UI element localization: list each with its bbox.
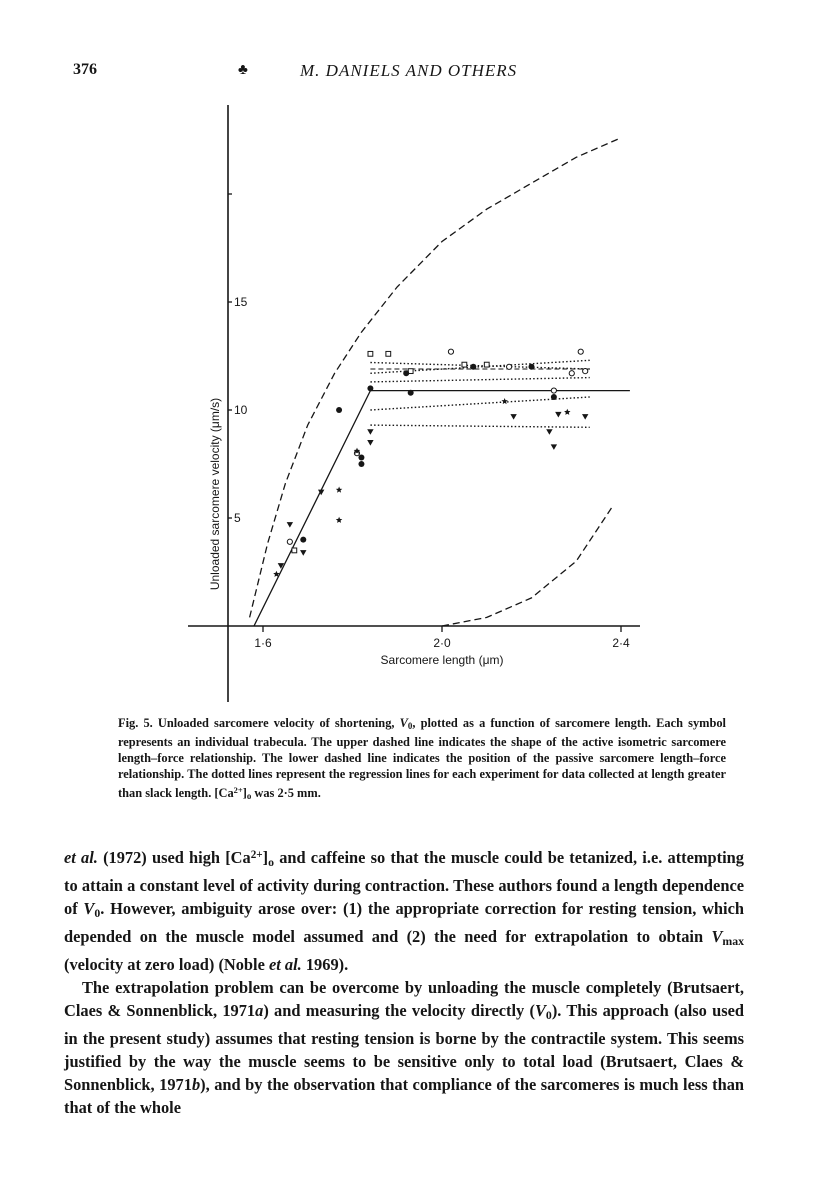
star-point: [564, 409, 570, 415]
star-point: [336, 517, 343, 523]
chart-lines: [250, 138, 630, 626]
filled-circle-point: [358, 461, 364, 467]
y-tick-label: 15: [234, 295, 248, 309]
filled-circle-point: [551, 394, 557, 400]
star-point: [501, 398, 508, 404]
paragraph-1: et al. (1972) used high $[Ca^{2+}]_o$ and caffeine so that the muscle could be tetanized, i.e. attempting to attain a constant level of activity during contraction. These authors found a length dependence of $V_0$. However, ambiguity arose over: (1) the appropriate correction for resting tension, which depended on the muscle model assumed and (2) the need for extrapolation to obtain $V_{max}$ (velocity at zero load) (Noble et al. 1969).: [64, 848, 744, 974]
open-square-point: [462, 362, 467, 367]
filled-triangle-point: [367, 440, 373, 446]
dotted-line: [370, 378, 589, 382]
dotted-line: [370, 360, 589, 373]
open-circle-point: [287, 539, 292, 544]
figure-caption: Fig. 5. Unloaded sarcomere velocity of shortening, $V_0$, plotted as a function of sarcomere length. Each symbol represents an individual trabecula. The upper dashed line indicates the shape of the active isometric sarcomere length–force relationship. The lower dashed line indicates the position of the passive sarcomere length–force relationship. The dotted lines represent the regression lines for each experiment for data collected at length greater than slack length. $[Ca^{2+}]_o$ was 2·5 mm.: [118, 716, 726, 802]
filled-triangle-point: [300, 550, 306, 556]
filled-triangle-point: [555, 412, 561, 418]
filled-circle-point: [358, 455, 364, 461]
star-point: [336, 487, 343, 493]
y-tick-label: 10: [234, 403, 248, 417]
y-tick-label: 5: [234, 511, 241, 525]
filled-circle-point: [470, 364, 476, 370]
chart-axes: [188, 105, 640, 702]
filled-triangle-point: [367, 429, 373, 435]
open-circle-point: [583, 369, 588, 374]
y-axis-label: Unloaded sarcomere velocity (μm/s): [208, 397, 222, 591]
filled-triangle-point: [582, 414, 588, 420]
paragraph-2: The extrapolation problem can be overcome by unloading the muscle completely (Brutsaert, Claes & Sonnenblick, 1971a) and measuring the velocity directly $(V_0)$. This approach (also used in the present study) assumes that resting tension is borne by the contractile system. This seems justified by the way the muscle seems to be sensitive only to total load (Brutsaert, Claes & Sonnenblick, 1971b), and by the observation that compliance of the sarcomeres is much less than that of the whole: [64, 977, 745, 1117]
filled-triangle-point: [510, 414, 516, 420]
filled-circle-point: [403, 370, 409, 376]
open-square-point: [292, 548, 297, 553]
dashed-line: [250, 138, 621, 618]
running-head: M. DANIELS AND OTHERS: [300, 61, 518, 80]
dotted-line: [370, 397, 589, 410]
filled-triangle-point: [551, 444, 557, 450]
page-number: 376: [73, 61, 97, 78]
filled-circle-point: [408, 390, 414, 396]
dotted-line: [370, 425, 589, 427]
dotted-line: [370, 363, 589, 370]
open-circle-point: [507, 364, 512, 369]
filled-circle-point: [300, 537, 306, 543]
filled-circle-point: [336, 407, 342, 413]
x-tick-label: 1·6: [254, 636, 272, 650]
x-tick-label: 2·4: [612, 636, 630, 650]
filled-circle-point: [367, 385, 373, 391]
x-tick-label: 2·0: [433, 636, 451, 650]
chart-labels: [208, 295, 630, 667]
x-axis-label: Sarcomere length (μm): [380, 653, 504, 667]
chart-points: [273, 349, 588, 577]
ink-mark: ♣: [238, 62, 248, 78]
filled-triangle-point: [546, 429, 552, 435]
open-circle-point: [551, 388, 556, 393]
open-square-point: [484, 362, 489, 367]
open-square-point: [368, 351, 373, 356]
filled-circle-point: [529, 364, 535, 370]
open-square-point: [386, 351, 391, 356]
open-circle-point: [569, 371, 574, 376]
dashed-line: [442, 507, 612, 626]
filled-triangle-point: [287, 522, 293, 528]
body-text: [64, 844, 744, 1119]
open-circle-point: [578, 349, 583, 354]
open-circle-point: [448, 349, 453, 354]
